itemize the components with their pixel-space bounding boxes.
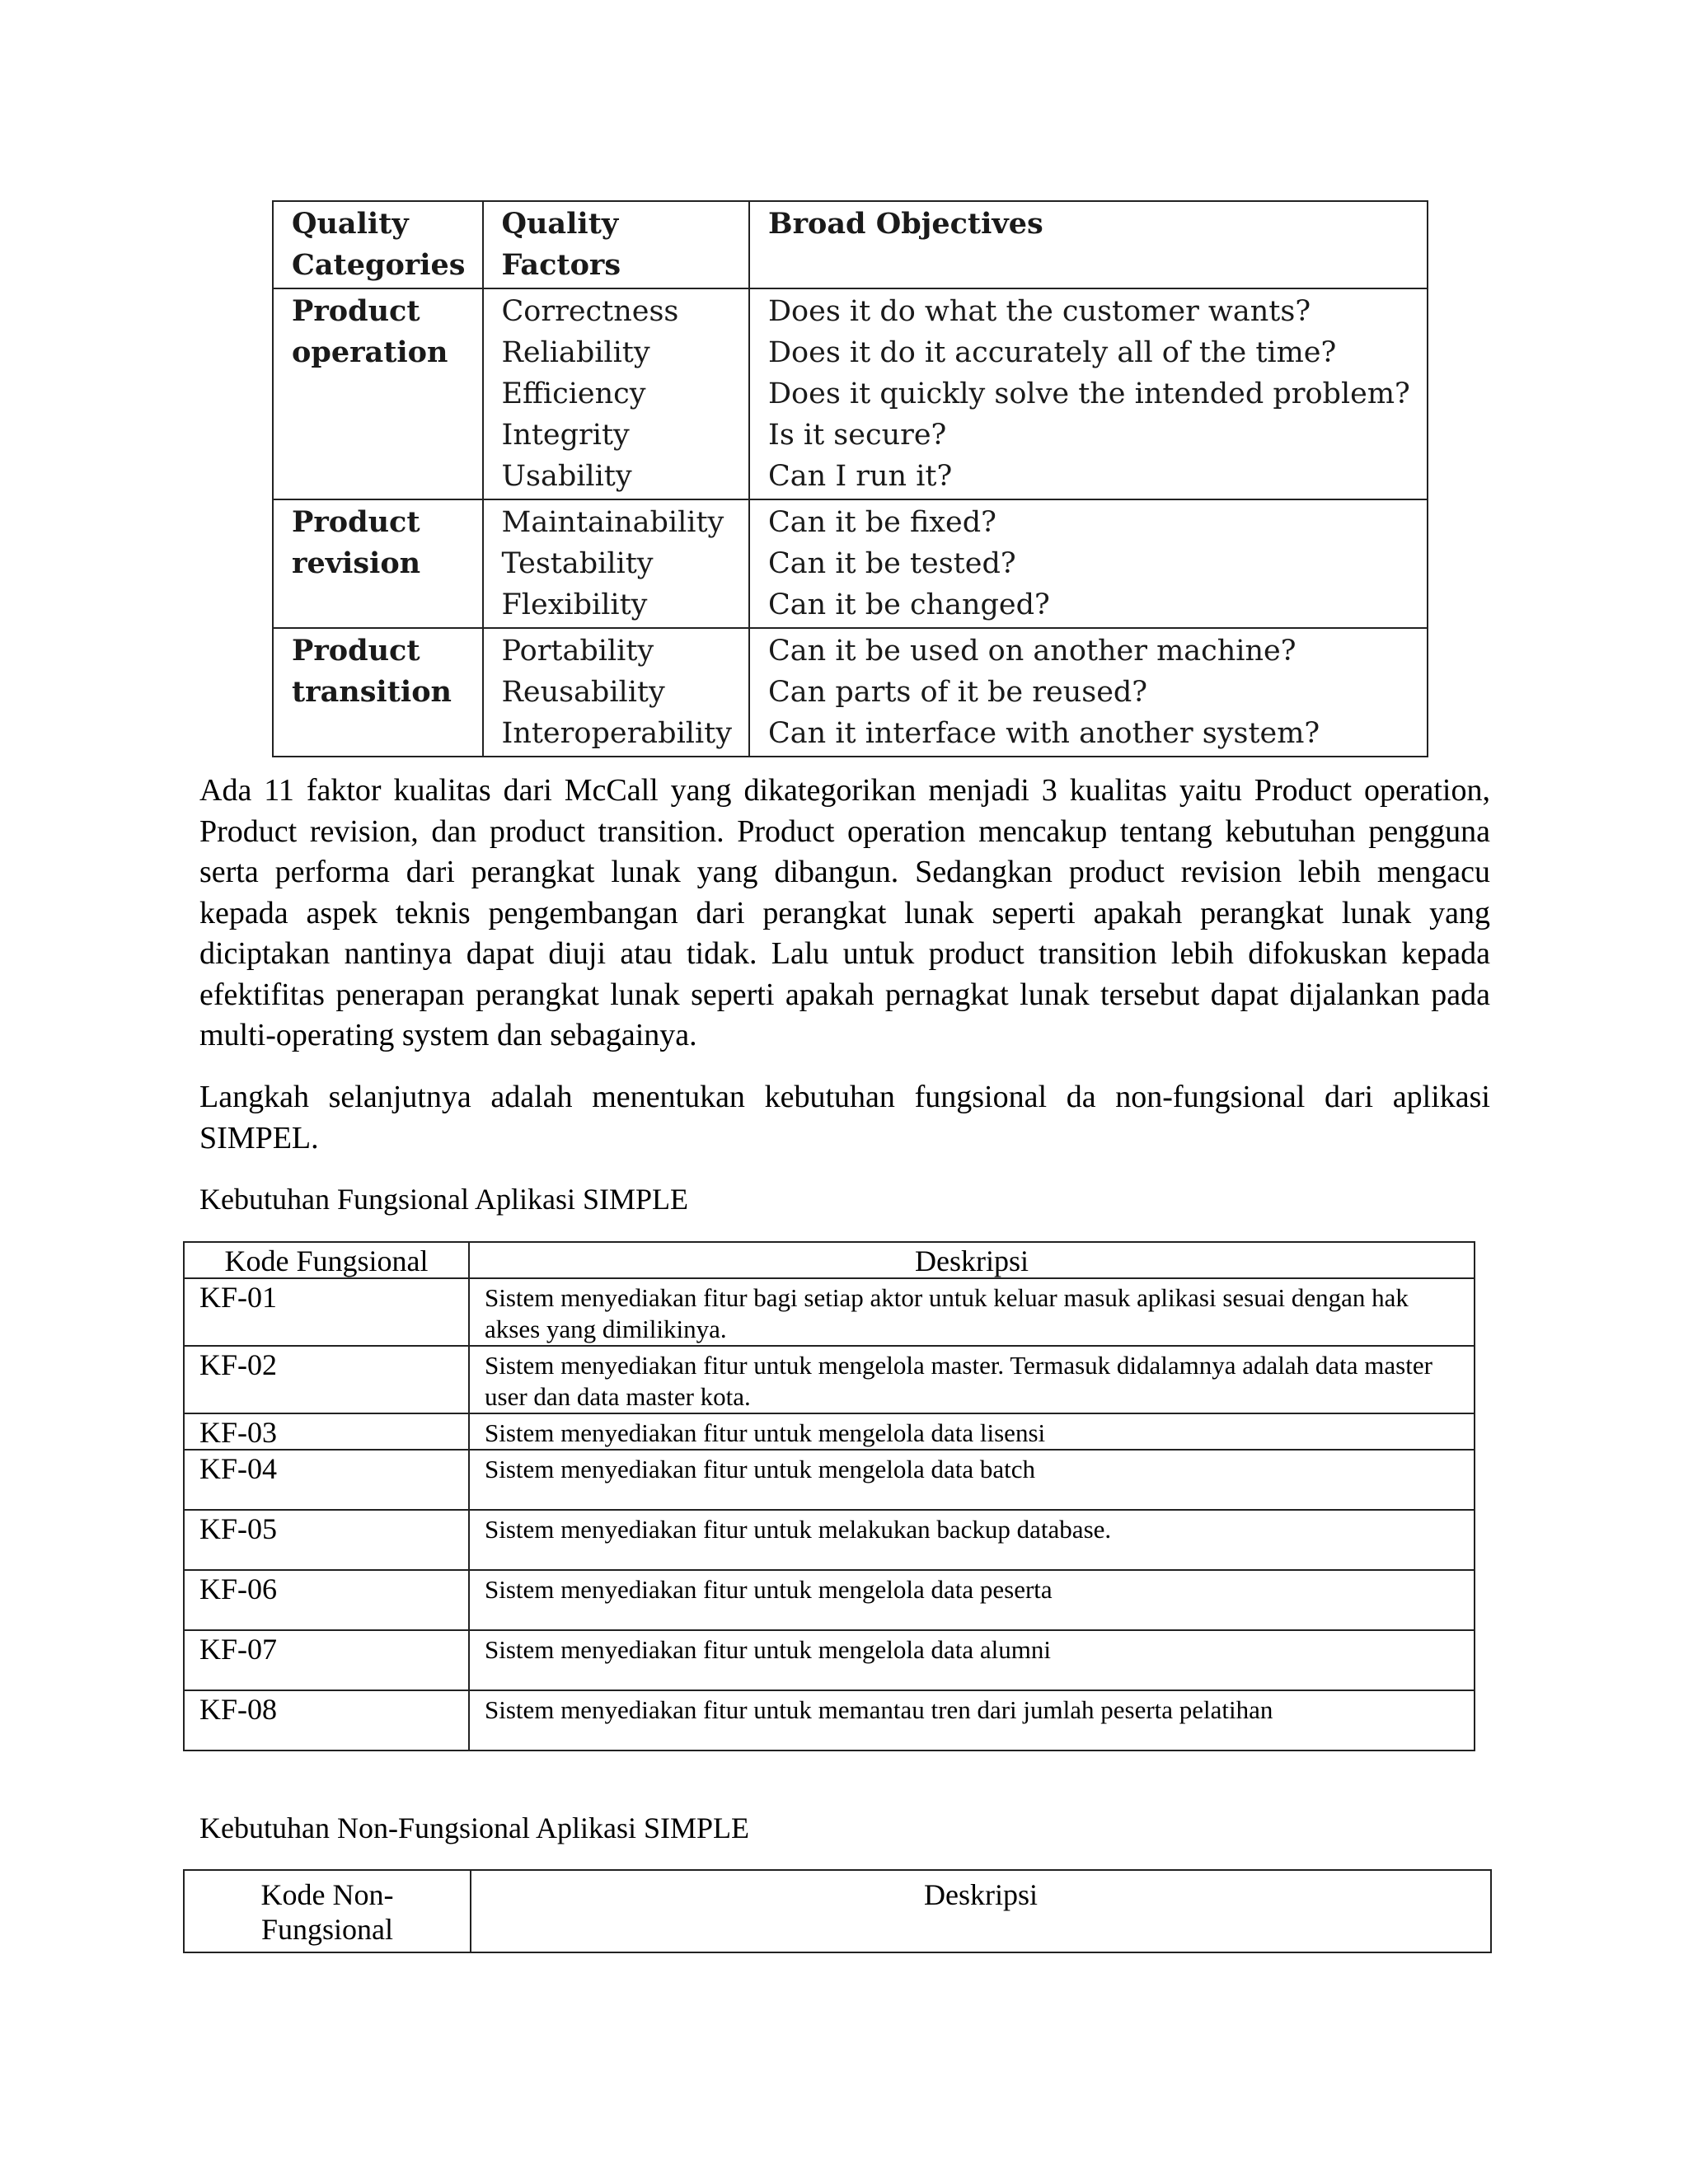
functional-requirements-table xyxy=(183,1241,1475,1751)
non-functional-header-row xyxy=(184,1870,1491,1952)
requirement-description: Sistem menyediakan fitur untuk mengelola data lisensi xyxy=(469,1413,1475,1450)
requirement-code: KF-03 xyxy=(184,1413,469,1450)
requirement-description: Sistem menyediakan fitur untuk melakukan backup database. xyxy=(469,1510,1475,1570)
requirement-code: KF-07 xyxy=(184,1630,469,1690)
category-cell: Product operation xyxy=(273,288,483,499)
table-row xyxy=(184,1278,1475,1346)
mccall-header-row xyxy=(273,201,1428,288)
requirement-description: Sistem menyediakan fitur untuk mengelola data peserta xyxy=(469,1570,1475,1630)
table-row xyxy=(184,1690,1475,1750)
functional-header-row xyxy=(184,1242,1475,1278)
objectives-cell: Can it be used on another machine? Can parts of it be reused? Can it interface with another system? xyxy=(749,628,1428,757)
table-row xyxy=(184,1346,1475,1413)
objectives-cell: Can it be fixed? Can it be tested? Can it be changed? xyxy=(749,499,1428,628)
table-row xyxy=(184,1510,1475,1570)
requirement-code: KF-08 xyxy=(184,1690,469,1750)
factors-cell: Maintainability Testability Flexibility xyxy=(483,499,750,628)
requirement-description: Sistem menyediakan fitur untuk mengelola data batch xyxy=(469,1450,1475,1510)
table-row xyxy=(184,1413,1475,1450)
paragraph-next-step: Langkah selanjutnya adalah menentukan kebutuhan fungsional da non-fungsional dari aplikasi SIMPEL. xyxy=(199,1080,1490,1155)
header-deskripsi: Deskripsi xyxy=(471,1870,1491,1952)
table-row xyxy=(184,1570,1475,1630)
requirement-code: KF-05 xyxy=(184,1510,469,1570)
caption-non-functional: Kebutuhan Non-Fungsional Aplikasi SIMPLE xyxy=(199,1811,749,1844)
requirement-code: KF-04 xyxy=(184,1450,469,1510)
mccall-row-product-revision xyxy=(273,499,1428,628)
category-cell: Product transition xyxy=(273,628,483,757)
caption-functional: Kebutuhan Fungsional Aplikasi SIMPLE xyxy=(199,1183,688,1216)
mccall-row-product-operation xyxy=(273,288,1428,499)
category-cell: Product revision xyxy=(273,499,483,628)
requirement-description: Sistem menyediakan fitur untuk memantau tren dari jumlah peserta pelatihan xyxy=(469,1690,1475,1750)
factors-cell: Correctness Reliability Efficiency Integrity Usability xyxy=(483,288,750,499)
objectives-cell: Does it do what the customer wants? Does it do it accurately all of the time? Does it quickly solve the intended problem? Is it secure? Can I run it? xyxy=(749,288,1428,499)
header-kode-fungsional: Kode Fungsional xyxy=(184,1242,469,1278)
mccall-row-product-transition xyxy=(273,628,1428,757)
mccall-quality-table xyxy=(272,200,1428,757)
header-quality-categories: Quality Categories xyxy=(273,201,483,288)
requirement-description: Sistem menyediakan fitur untuk mengelola master. Termasuk didalamnya adalah data master user dan data master kota. xyxy=(469,1346,1475,1413)
table-row xyxy=(184,1450,1475,1510)
requirement-code: KF-02 xyxy=(184,1346,469,1413)
requirement-description: Sistem menyediakan fitur bagi setiap aktor untuk keluar masuk aplikasi sesuai dengan hak akses yang dimilikinya. xyxy=(469,1278,1475,1346)
requirement-description: Sistem menyediakan fitur untuk mengelola data alumni xyxy=(469,1630,1475,1690)
header-broad-objectives: Broad Objectives xyxy=(749,201,1428,288)
requirement-code: KF-01 xyxy=(184,1278,469,1346)
header-deskripsi: Deskripsi xyxy=(469,1242,1475,1278)
header-quality-factors: Quality Factors xyxy=(483,201,750,288)
non-functional-requirements-table xyxy=(183,1869,1492,1953)
table-row xyxy=(184,1630,1475,1690)
factors-cell: Portability Reusability Interoperability xyxy=(483,628,750,757)
paragraph-mccall-summary: Ada 11 faktor kualitas dari McCall yang dikategorikan menjadi 3 kualitas yaitu Product operation, Product revision, dan product transition. Product operation mencakup tentang kebutuhan pengguna serta performa dari perangkat lunak yang dibangun. Sedangkan product revision lebih mengacu kepada aspek teknis pengembangan dari perangkat lunak seperti apakah perangkat lunak yang diciptakan nantinya dapat diuji atau tidak. Lalu untuk product transition lebih difokuskan kepada efektifitas penerapan perangkat lunak seperti apakah pernagkat lunak tersebut dapat dijalankan pada multi-operating system dan sebagainya. xyxy=(199,773,1490,1052)
header-kode-non-fungsional: Kode Non- Fungsional xyxy=(184,1870,471,1952)
requirement-code: KF-06 xyxy=(184,1570,469,1630)
